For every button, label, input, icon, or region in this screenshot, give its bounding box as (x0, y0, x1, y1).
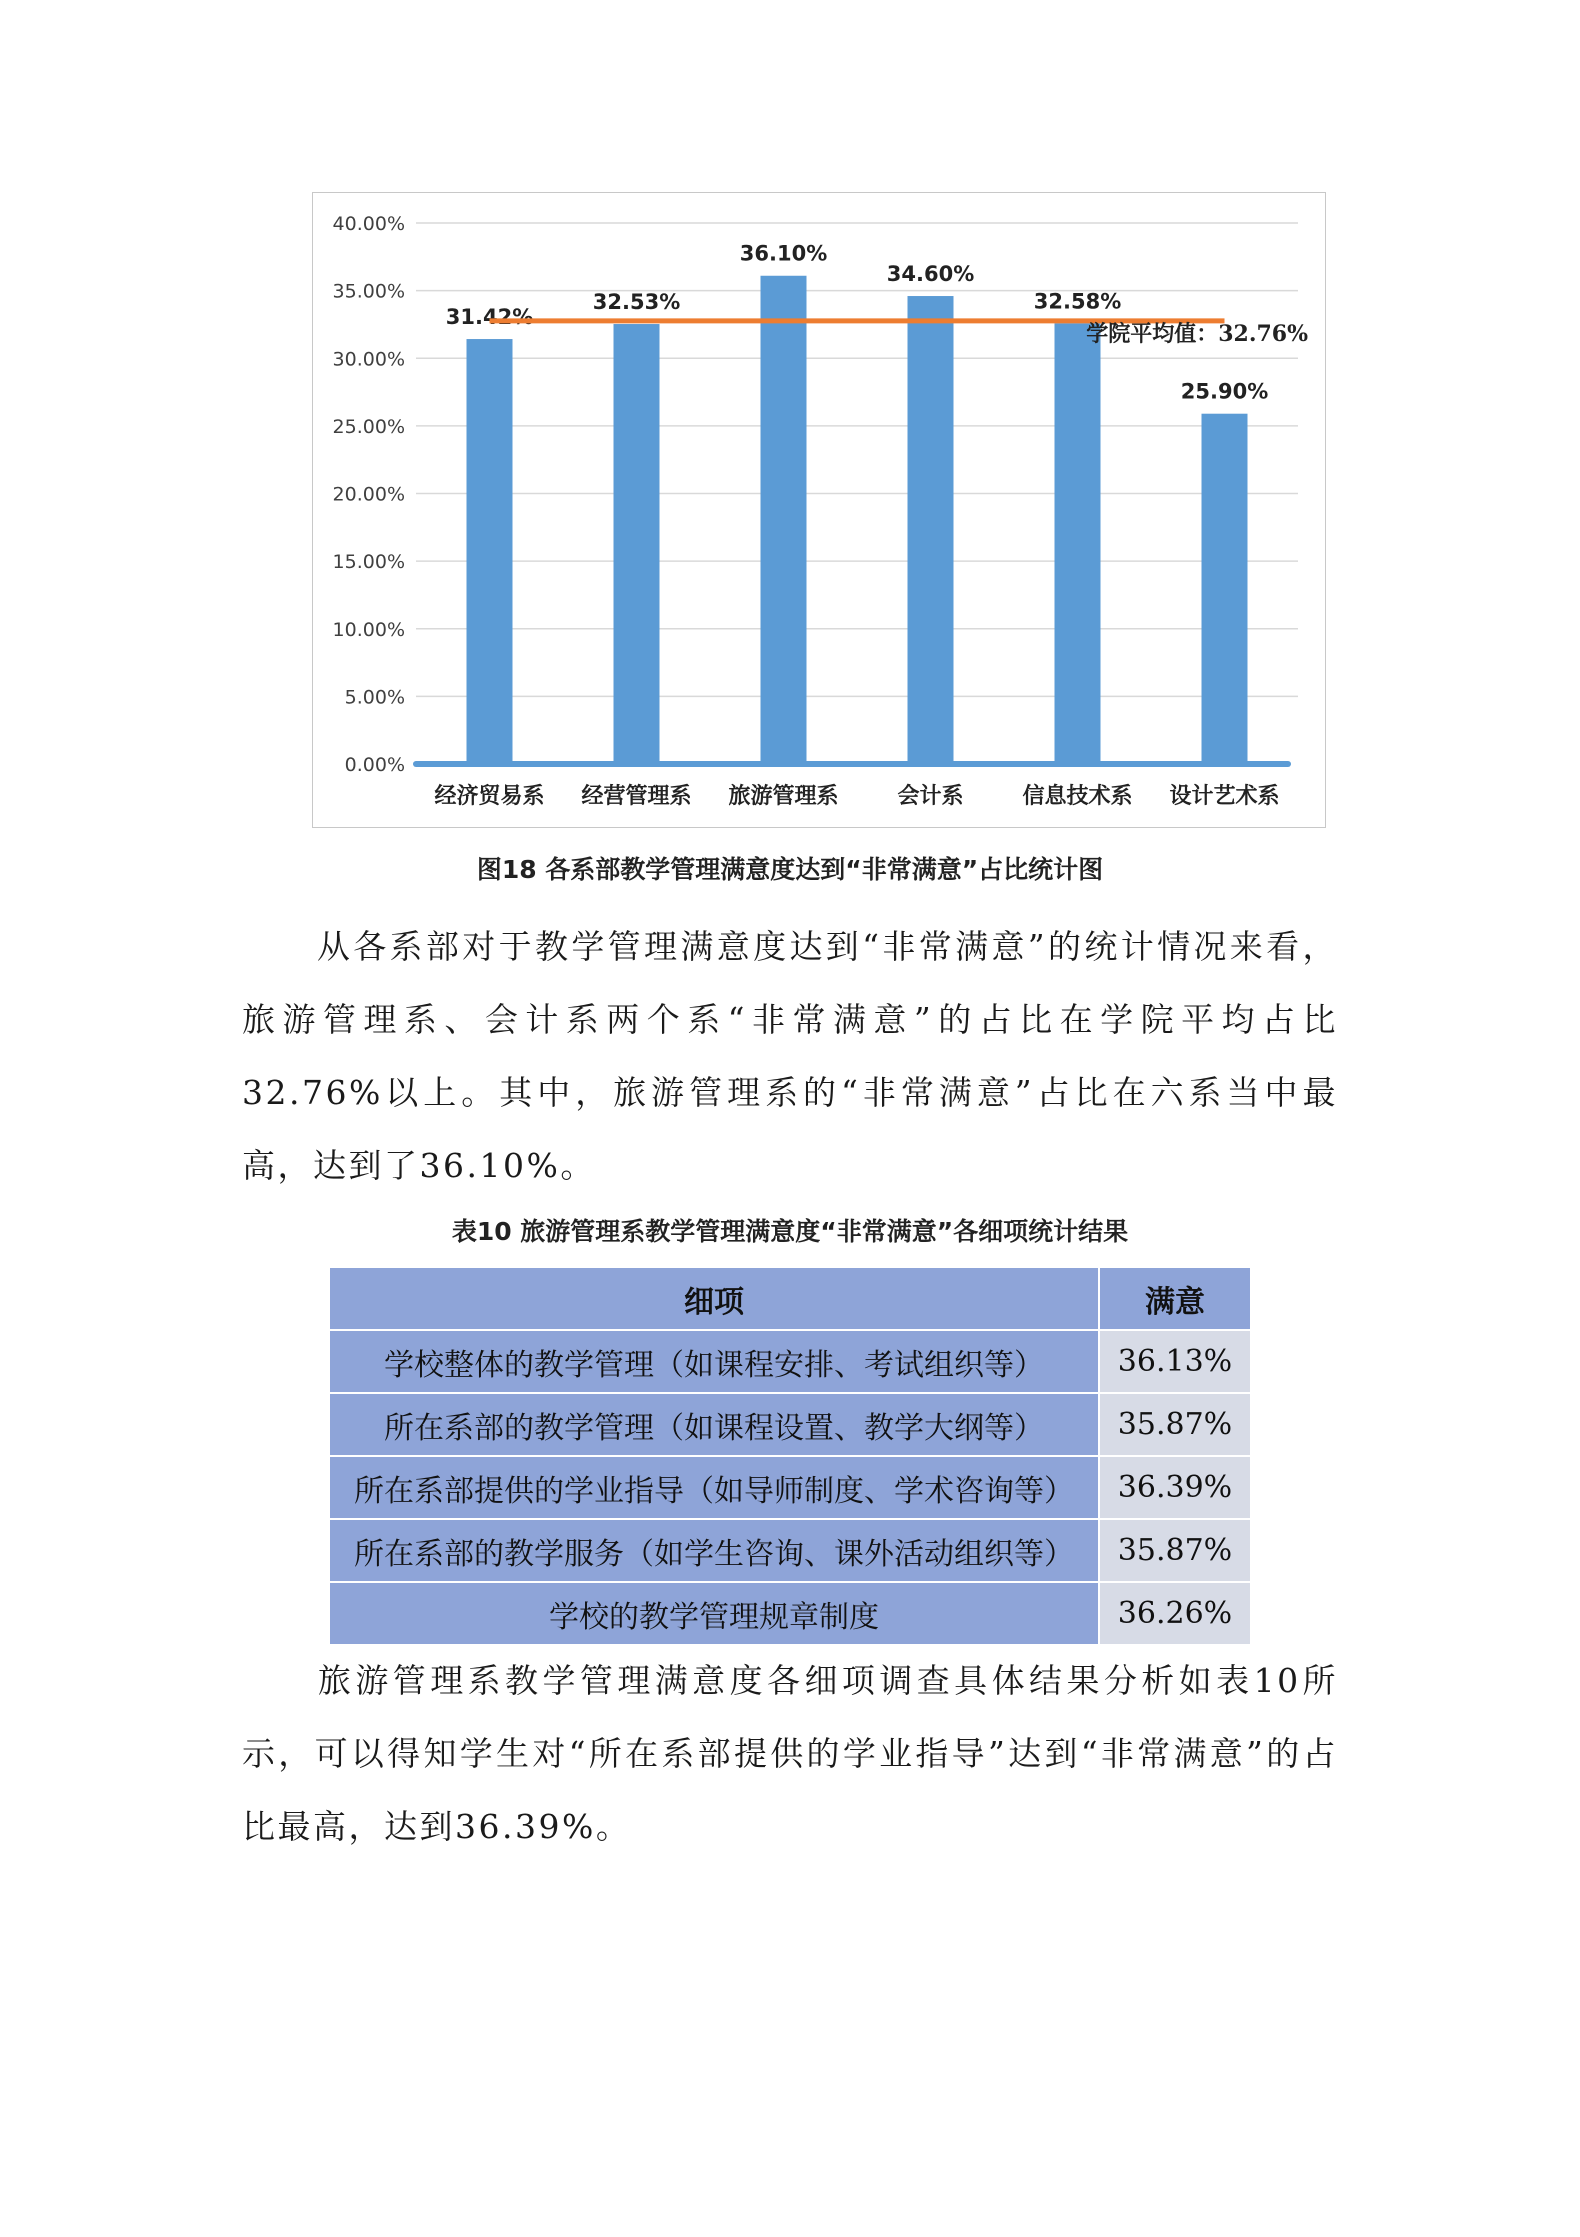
table-row (329, 1582, 1251, 1645)
header-item: 细项 (329, 1267, 1099, 1330)
bar (467, 339, 513, 764)
bar (614, 324, 660, 764)
row-item: 所在系部提供的学业指导（如导师制度、学术咨询等） (329, 1456, 1099, 1519)
figure-caption: 图18 各系部教学管理满意度达到“非常满意”占比统计图 (476, 855, 1104, 884)
row-value: 36.26% (1099, 1582, 1251, 1645)
header-value: 满意 (1099, 1267, 1251, 1330)
x-tick-label: 经济贸易系 (434, 783, 545, 809)
x-tick-label: 旅游管理系 (728, 783, 839, 809)
paragraph-2-text: 旅游管理系教学管理满意度各细项调查具体结果分析如表10所示，可以得知学生对“所在系部提供的学业指导”达到“非常满意”的占比最高，达到36.39%。 (242, 1661, 1338, 1846)
row-value: 35.87% (1099, 1519, 1251, 1582)
paragraph-2 (242, 1644, 1338, 1863)
paragraph-1 (242, 910, 1338, 1202)
data-label: 36.10% (739, 241, 828, 266)
average-label: 学院平均值：32.76% (1086, 320, 1308, 347)
y-tick-label: 0.00% (344, 754, 405, 776)
bar (1055, 323, 1101, 764)
row-item: 所在系部的教学管理（如课程设置、教学大纲等） (329, 1393, 1099, 1456)
y-tick-label: 35.00% (332, 280, 405, 303)
data-label: 34.60% (886, 262, 975, 287)
paragraph-1-text: 从各系部对于教学管理满意度达到“非常满意”的统计情况来看，旅游管理系、会计系两个系“非常满意”的占比在学院平均占比32.76%以上。其中，旅游管理系的“非常满意”占比在六系当中最高，达到了36.10%。 (242, 927, 1338, 1185)
data-label: 32.53% (592, 290, 681, 315)
bar (761, 276, 807, 764)
table-row (329, 1456, 1251, 1519)
table-row (329, 1519, 1251, 1582)
data-label: 31.42% (445, 305, 534, 330)
row-value: 36.13% (1099, 1330, 1251, 1393)
row-item: 学校整体的教学管理（如课程安排、考试组织等） (329, 1330, 1099, 1393)
bar (1202, 414, 1248, 764)
y-tick-label: 5.00% (344, 686, 405, 709)
x-tick-label: 会计系 (897, 783, 964, 809)
row-item: 学校的教学管理规章制度 (329, 1582, 1099, 1645)
table-caption: 表10 旅游管理系教学管理满意度“非常满意”各细项统计结果 (451, 1217, 1129, 1246)
y-tick-label: 20.00% (332, 483, 405, 506)
table-row (329, 1393, 1251, 1456)
bar-chart (312, 192, 1326, 828)
x-tick-label: 经营管理系 (581, 783, 692, 809)
data-label: 32.58% (1033, 289, 1122, 314)
row-item: 所在系部的教学服务（如学生咨询、课外活动组织等） (329, 1519, 1099, 1582)
y-tick-label: 25.00% (332, 415, 405, 438)
detail-table (328, 1266, 1252, 1646)
x-tick-label: 设计艺术系 (1169, 783, 1280, 809)
y-tick-label: 30.00% (332, 348, 405, 371)
chart-canvas (313, 193, 1327, 829)
row-value: 35.87% (1099, 1393, 1251, 1456)
y-tick-label: 15.00% (332, 551, 405, 574)
table-header-row (329, 1267, 1251, 1330)
bar (908, 296, 954, 764)
y-tick-label: 10.00% (332, 618, 405, 641)
table-row (329, 1330, 1251, 1393)
data-label: 25.90% (1180, 379, 1269, 404)
row-value: 36.39% (1099, 1456, 1251, 1519)
x-tick-label: 信息技术系 (1022, 783, 1133, 809)
y-tick-label: 40.00% (332, 213, 405, 235)
